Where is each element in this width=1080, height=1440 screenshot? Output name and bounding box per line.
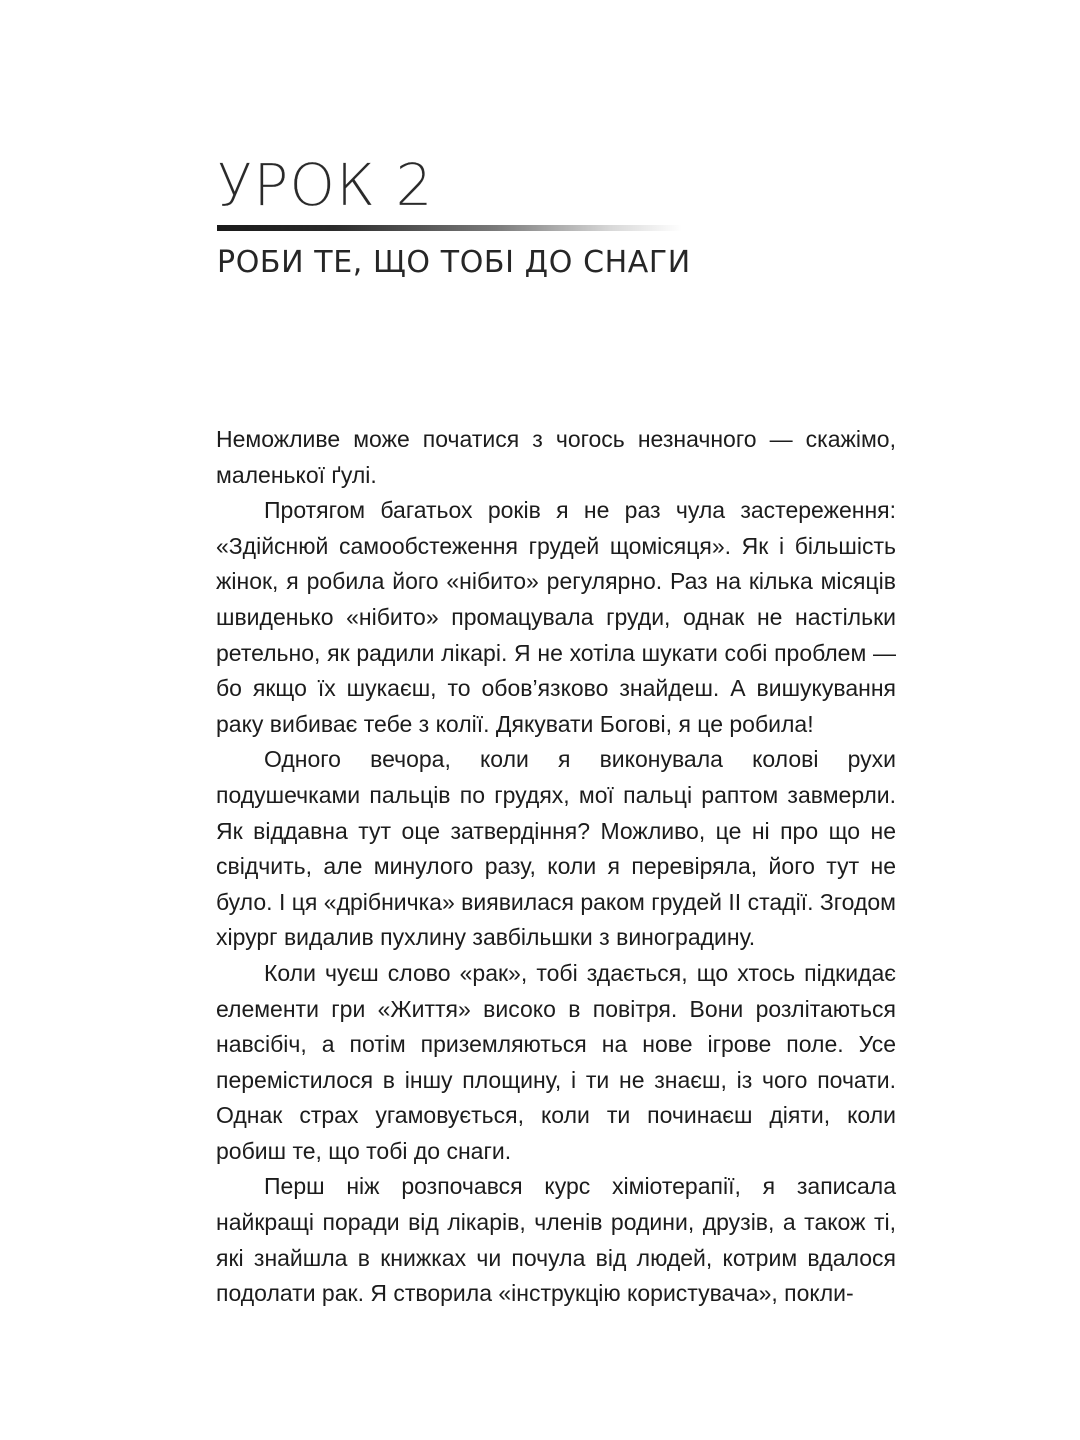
chapter-subtitle: РОБИ ТЕ, ЩО ТОБІ ДО СНАГИ <box>217 245 691 280</box>
paragraph: Одного вечора, коли я виконувала колові рухи подушечками пальців по грудях, мої пальці раптом завмерли. Як віддавна тут оце затвердіння? Можливо, це ні про що не свідчить, але минулого разу, коли я перевіряла, його тут не було. І ця «дрібничка» виявилася раком грудей ІІ стадії. Згодом хірург видалив пухлину завбільшки з виноградину. <box>216 746 896 951</box>
chapter-title: УРОК 2 <box>217 151 434 219</box>
paragraph: Неможливе може початися з чогось незначного — скажімо, маленької ґулі. <box>216 426 896 488</box>
paragraph: Коли чуєш слово «рак», тобі здається, що хтось підкидає елементи гри «Життя» високо в повітря. Вони розлітаються навсібіч, а потім приземляються на нове ігрове поле. Усе перемістилося в іншу площину, і ти не знаєш, із чого почати. Однак страх угамовується, коли ти починаєш діяти, коли робиш те, що тобі до снаги. <box>216 959 896 1164</box>
title-underline-rule <box>217 225 682 231</box>
paragraph: Протягом багатьох років я не раз чула застереження: «Здійснюй самообстеження грудей щомісяця». Як і більшість жінок, я робила його «нібито» регулярно. Раз на кілька місяців швиденько «нібито» промацувала груди, однак не настільки ретельно, як радили лікарі. Я не хотіла шукати собі проблем — бо якщо їх шукаєш, то обов’язково знайдеш. А вишукування раку вибиває тебе з колії. Дякувати Богові, я це робила! <box>216 497 896 737</box>
paragraph: Перш ніж розпочався курс хіміотерапії, я записала найкращі поради від лікарів, членів родини, друзів, а також ті, які знайшла в книжках чи почула від людей, котрим вдалося подолати рак. Я створила «інструкцію користувача», покли- <box>216 1173 896 1307</box>
body-text <box>216 422 896 1312</box>
